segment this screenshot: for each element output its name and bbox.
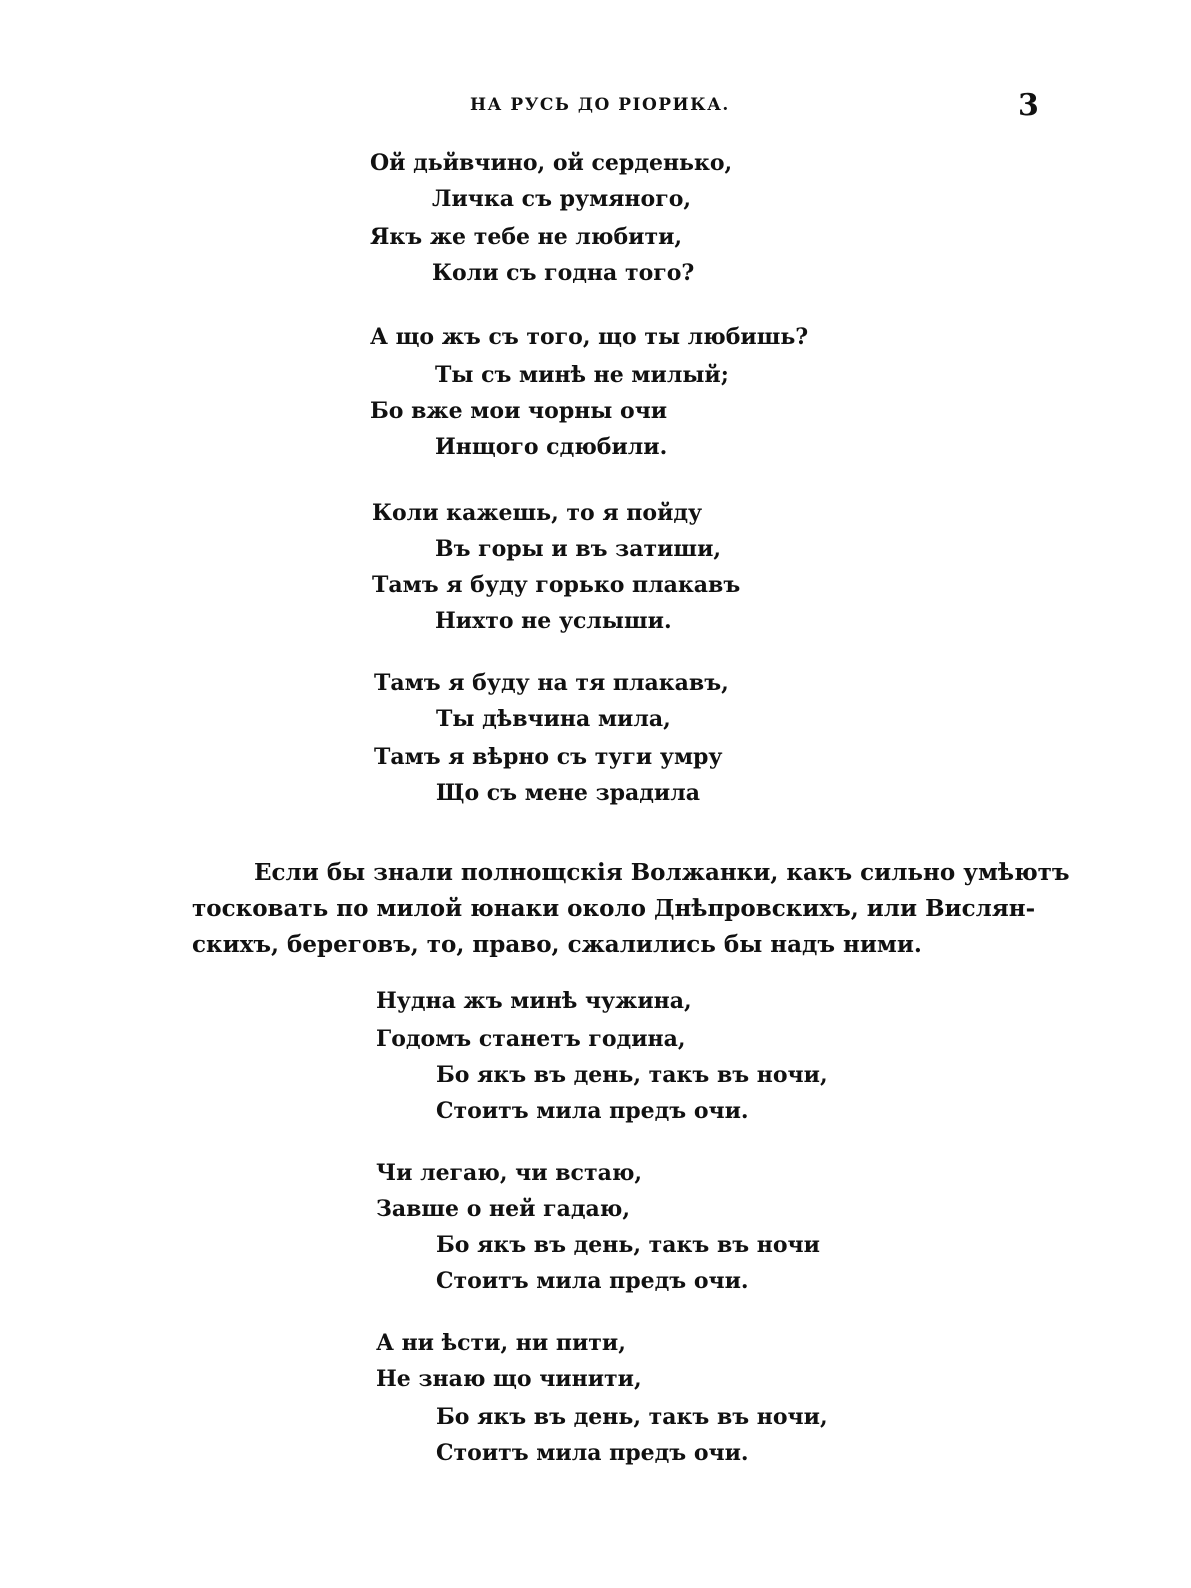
verse-line: Въ горы и въ затиши, (435, 536, 722, 562)
prose-paragraph (192, 855, 1070, 963)
verse-line: Ты съ минѣ не милый; (435, 362, 729, 388)
verse-line: Не знаю що чинити, (376, 1366, 642, 1392)
verse-line: Стоитъ мила предъ очи. (436, 1098, 749, 1124)
prose-line: скихъ, береговъ, то, право, сжалились бы надъ ними. (192, 931, 922, 958)
verse-line: Завше о ней гадаю, (376, 1196, 630, 1222)
verse-line: Тамъ я вѣрно съ туги умру (374, 744, 723, 770)
verse-line: Тамъ я буду на тя плакавъ, (374, 670, 729, 696)
verse-line: Ой дьйвчино, ой серденько, (370, 150, 733, 176)
verse-line: Бо вже мои чорны очи (370, 398, 668, 424)
verse-line: А ни ѣсти, ни пити, (376, 1330, 626, 1356)
verse-line: А що жъ съ того, що ты любишь? (370, 324, 809, 350)
verse-line: Бо якъ въ день, такъ въ ночи, (436, 1062, 828, 1088)
running-head: НА РУСЬ ДО РІОРИКА. (470, 95, 730, 115)
verse-line: Бо якъ въ день, такъ въ ночи, (436, 1404, 828, 1430)
prose-line: Если бы знали полнощскія Волжанки, какъ сильно умѣютъ (254, 859, 1070, 886)
verse-line: Годомъ станетъ година, (376, 1026, 686, 1052)
verse-line: Ты дѣвчина мила, (436, 706, 671, 732)
verse-line: Коли кажешь, то я пойду (372, 500, 703, 526)
prose-line: тосковать по милой юнаки около Днѣпровскихъ, или Вислян- (192, 895, 1036, 922)
verse-line: Нихто не услыши. (435, 608, 672, 634)
page-number: 3 (1018, 88, 1039, 123)
verse-line: Личка съ румяного, (432, 186, 692, 212)
verse-line: Стоитъ мила предъ очи. (436, 1440, 749, 1466)
verse-line: Що съ мене зрадила (436, 780, 700, 806)
verse-line: Коли съ годна того? (432, 260, 695, 286)
verse-line: Чи легаю, чи встаю, (376, 1160, 643, 1186)
verse-line: Якъ же тебе не любити, (370, 224, 683, 250)
verse-line: Стоитъ мила предъ очи. (436, 1268, 749, 1294)
verse-line: Инщого сдюбили. (435, 434, 668, 460)
verse-line: Нудна жъ минѣ чужина, (376, 988, 692, 1014)
verse-line: Тамъ я буду горько плакавъ (372, 572, 741, 598)
verse-line: Бо якъ въ день, такъ въ ночи (436, 1232, 820, 1258)
